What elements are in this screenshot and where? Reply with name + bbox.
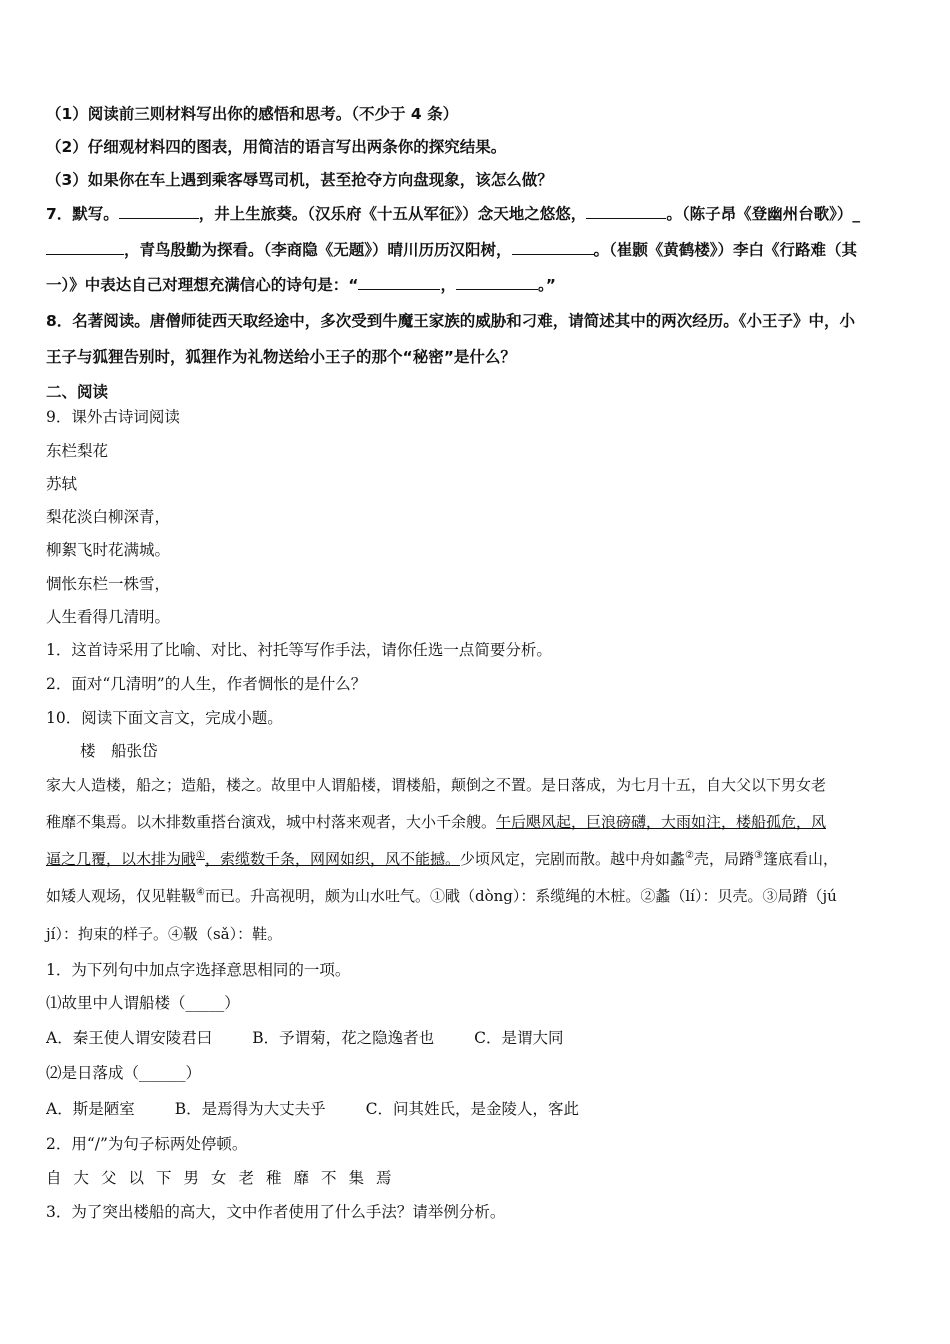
q10-sub2-sentence: 自大父以下男女老稚靡不集焉 — [46, 1169, 404, 1187]
underlined-text: ，索缆数千条，网网如织，风不能撼。 — [204, 850, 460, 868]
q7-line3 — [46, 275, 908, 295]
q7-text: ， — [440, 276, 456, 294]
q7-text: 。（崔颢《黄鹤楼》）李白《行路难（其 — [593, 241, 858, 259]
underlined-text: 午后飓风起，巨浪磅礴，大雨如注，楼船孤危，风 — [496, 813, 827, 831]
q9-sub2: 2．面对“几清明”的人生，作者惆怅的是什么？ — [46, 675, 367, 693]
answer-blank[interactable] — [586, 204, 666, 219]
section-heading: 二、阅读 — [46, 383, 109, 401]
passage-heading: 楼 船张岱 — [80, 742, 158, 760]
q6-sub3: （3）如果你在车上遇到乘客辱骂司机，甚至抢夺方向盘现象，该怎么做？ — [46, 171, 553, 189]
q7-text: 。（陈子昂《登幽州台歌》）_ — [666, 205, 861, 223]
option-c[interactable]: C．是谓大同 — [474, 1029, 564, 1047]
poem-line: 人生看得几清明。 — [46, 608, 171, 626]
passage-line — [46, 886, 908, 906]
passage-text: 壳，局蹐 — [693, 850, 754, 868]
q9-title: 9．课外古诗词阅读 — [46, 408, 180, 426]
option-a[interactable]: A．秦王使人谓安陵君曰 — [46, 1029, 213, 1047]
q10-sub1-q1: ⑴故里中人谓船楼（_____） — [46, 994, 240, 1012]
passage-text: 少顷风定，完剧而散。越中舟如蠡 — [460, 850, 686, 868]
passage-line: 家大人造楼，船之；造船，楼之。故里中人谓船楼，谓楼船，颠倒之不置。是日落成，为七月十五，自大父以下男女老 — [46, 776, 827, 794]
footnote-mark: ② — [685, 850, 694, 861]
answer-blank[interactable] — [46, 240, 124, 255]
q9-sub1: 1．这首诗采用了比喻、对比、衬托等写作手法，请你任选一点简要分析。 — [46, 641, 552, 659]
q7-text: 。” — [537, 276, 556, 294]
q10-sub1-q2-options — [46, 1099, 908, 1119]
answer-blank[interactable] — [512, 240, 594, 255]
answer-blank[interactable] — [358, 275, 440, 290]
q10-sub3: 3．为了突出楼船的高大，文中作者使用了什么手法？请举例分析。 — [46, 1203, 506, 1221]
q10-sub1-q2: ⑵是日落成（______） — [46, 1064, 202, 1082]
q10-sub1-q1-options — [46, 1028, 908, 1048]
q7-label: 7．默写。 — [46, 205, 119, 223]
q7-text: ，青鸟殷勤为探看。（李商隐《无题》）晴川历历汉阳树， — [124, 241, 512, 259]
passage-line — [46, 849, 908, 869]
option-b[interactable]: B．是焉得为大丈夫乎 — [174, 1100, 326, 1118]
q8-line1: 8．名著阅读。唐僧师徒西天取经途中，多次受到牛魔王家族的威胁和刁难，请简述其中的两次经历。《小王子》中，小 — [46, 312, 856, 330]
footnote-mark: ③ — [754, 850, 763, 861]
poem-author: 苏轼 — [46, 475, 78, 493]
footnote-mark: ④ — [196, 887, 205, 898]
poem-line: 柳絮飞时花满城。 — [46, 541, 171, 559]
q7-line1 — [46, 204, 908, 224]
underlined-text: 逼之几覆，以木排为戙 — [46, 850, 197, 868]
passage-text: 而已。升高视明，颇为山水吐气。①戙（dòng）：系缆绳的木桩。②蠡（lí）：贝壳。③局蹐（jú — [204, 887, 837, 905]
q10-sub1: 1．为下列句中加点字选择意思相同的一项。 — [46, 961, 351, 979]
q7-line2 — [46, 240, 908, 260]
q10-sub2: 2．用“/”为句子标两处停顿。 — [46, 1135, 248, 1153]
option-a[interactable]: A．斯是陋室 — [46, 1100, 135, 1118]
option-b[interactable]: B．予谓菊，花之隐逸者也 — [252, 1029, 435, 1047]
q7-text: 一）》中表达自己对理想充满信心的诗句是：“ — [46, 276, 359, 294]
answer-blank[interactable] — [456, 275, 538, 290]
passage-line: jí）：拘束的样子。④靸（sǎ）：鞋。 — [46, 925, 283, 943]
passage-text: 篷底看山， — [762, 850, 838, 868]
passage-line — [46, 812, 908, 832]
poem-line: 梨花淡白柳深青， — [46, 508, 171, 526]
q6-sub1: （1）阅读前三则材料写出你的感悟和思考。（不少于 4 条） — [46, 105, 459, 123]
q8-line2: 王子与狐狸告别时，狐狸作为礼物送给小王子的那个“秘密”是什么？ — [46, 348, 516, 366]
q10-title: 10．阅读下面文言文，完成小题。 — [46, 709, 283, 727]
footnote-mark: ① — [196, 850, 205, 861]
q6-sub2: （2）仔细观材料四的图表，用简洁的语言写出两条你的探究结果。 — [46, 138, 507, 156]
poem-title: 东栏梨花 — [46, 442, 109, 460]
option-c[interactable]: C．问其姓氏，是金陵人，客此 — [365, 1100, 579, 1118]
poem-line: 惆怅东栏一株雪， — [46, 575, 171, 593]
passage-text: 稚靡不集焉。以木排数重搭台演戏，城中村落来观者，大小千余艘。 — [46, 813, 497, 831]
q7-text: ，井上生旅葵。（汉乐府《十五从军征》）念天地之悠悠， — [198, 205, 587, 223]
passage-text: 如矮人观场，仅见鞋靸 — [46, 887, 197, 905]
answer-blank[interactable] — [119, 204, 199, 219]
